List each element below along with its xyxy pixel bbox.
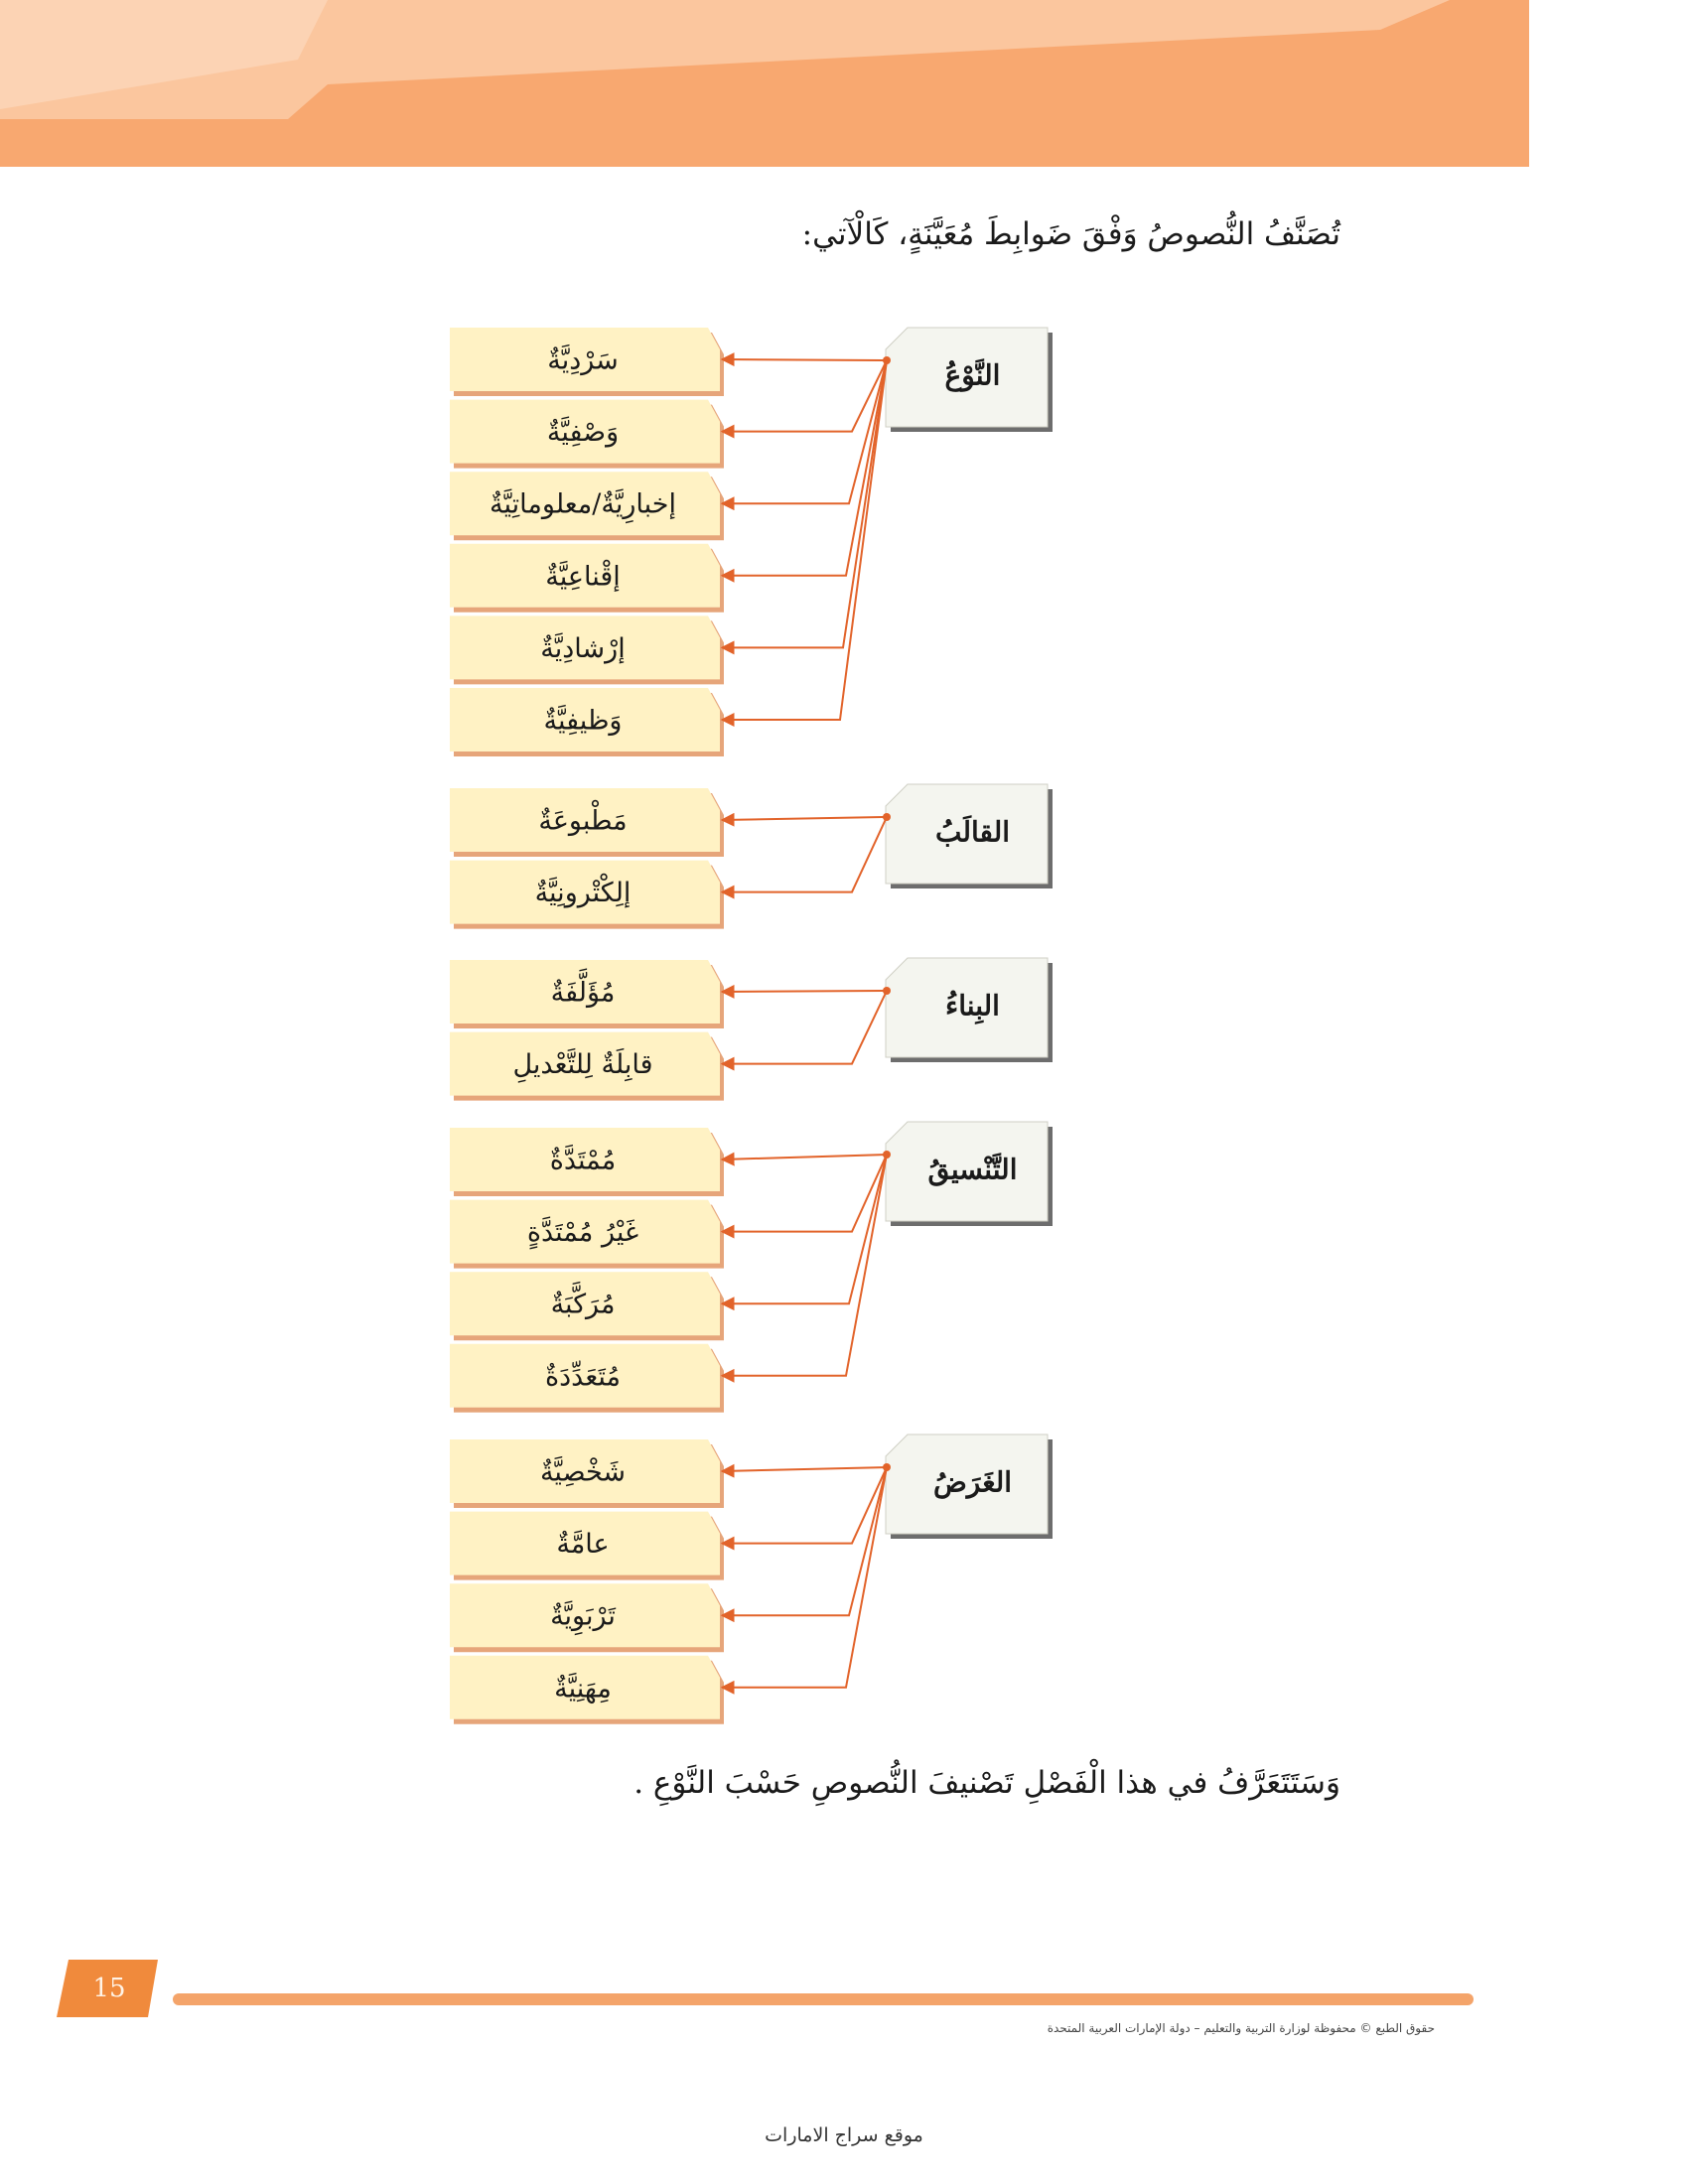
connector-arrow	[722, 1155, 887, 1232]
connector-arrow	[722, 1467, 887, 1544]
connector-node	[883, 1151, 891, 1159]
connector-node	[883, 1463, 891, 1471]
group-label: البِناءُ	[945, 989, 1000, 1023]
group-label: القالَبُ	[934, 815, 1011, 849]
connector-arrow	[722, 817, 887, 820]
connector-arrow	[722, 1467, 887, 1615]
connector-arrow	[722, 1155, 887, 1376]
category-item-label: إرْشادِيَّةٌ	[540, 632, 626, 664]
group-label: التَّنْسيقُ	[927, 1153, 1018, 1186]
category-item-label: مَطْبوعَةٌ	[538, 805, 628, 837]
connector-arrow	[722, 817, 887, 892]
connector-arrow	[722, 360, 887, 720]
connector-arrow	[722, 1467, 887, 1688]
site-footer: موقع سراج الامارات	[765, 2124, 923, 2146]
category-item-label: إلِكْتْرونِيَّةٌ	[534, 878, 632, 909]
category-item-label: عامَّةٌ	[556, 1529, 610, 1561]
category-item-label: إقْناعِيَّةٌ	[545, 561, 621, 593]
category-item-label: مُرَكَّبَةٌ	[550, 1289, 616, 1320]
connector-arrow	[722, 360, 887, 432]
category-item-label: وَظيفِيَّةٌ	[543, 705, 623, 737]
copyright-notice: حقوق الطبع © محفوظة لوزارة التربية والتعليم – دولة الإمارات العربية المتحدة	[1047, 2021, 1435, 2035]
connector-arrow	[722, 359, 887, 360]
connector-arrow	[722, 991, 887, 992]
outro-text: وَسَتَتَعَرَّفُ في هذا الْفَصْلِ تَصْنيفَ النُّصوصِ حَسْبَ النَّوْعِ .	[633, 1765, 1340, 1801]
page-number: 15	[92, 1974, 126, 2003]
connector-node	[883, 813, 891, 821]
category-item-label: غَيْرُ مُمْتَدَّةٍ	[526, 1217, 639, 1249]
category-item-label: إخبارِيَّةٌ/معلوماتِيَّةٌ	[490, 488, 676, 520]
connector-arrow	[722, 991, 887, 1064]
category-item-label: تَرْبَوِيَّةٌ	[550, 1600, 616, 1632]
footer-divider	[173, 1993, 1474, 2005]
category-item-label: قابِلَةٌ لِلتَّعْديلِ	[512, 1049, 653, 1081]
connector-arrow	[722, 1467, 887, 1471]
category-item-label: شَخْصِيَّةٌ	[539, 1456, 627, 1488]
category-item-label: مِهَنِيَّةٌ	[554, 1673, 612, 1705]
category-item-label: مُمْتَدَّةٌ	[549, 1145, 617, 1176]
group-label: النَّوْعُ	[944, 358, 1001, 392]
connector-node	[883, 356, 891, 364]
category-item-label: مُتَعَدِّدَةٌ	[545, 1361, 621, 1393]
category-item-label: وَصْفِيَّةٌ	[546, 417, 620, 449]
connector-arrow	[722, 1155, 887, 1160]
intro-text: تُصَنَّفُ النُّصوصُ وَفْقَ ضَوابِطَ مُعَيَّنَةٍ، كَالْآتي:	[801, 216, 1340, 252]
group-label: الغَرَضُ	[932, 1465, 1013, 1499]
category-item-label: سَرْدِيَّةٌ	[547, 344, 619, 376]
connector-node	[883, 987, 891, 995]
connector-arrow	[722, 1155, 887, 1303]
category-item-label: مُؤَلَّفَةٌ	[550, 977, 616, 1009]
